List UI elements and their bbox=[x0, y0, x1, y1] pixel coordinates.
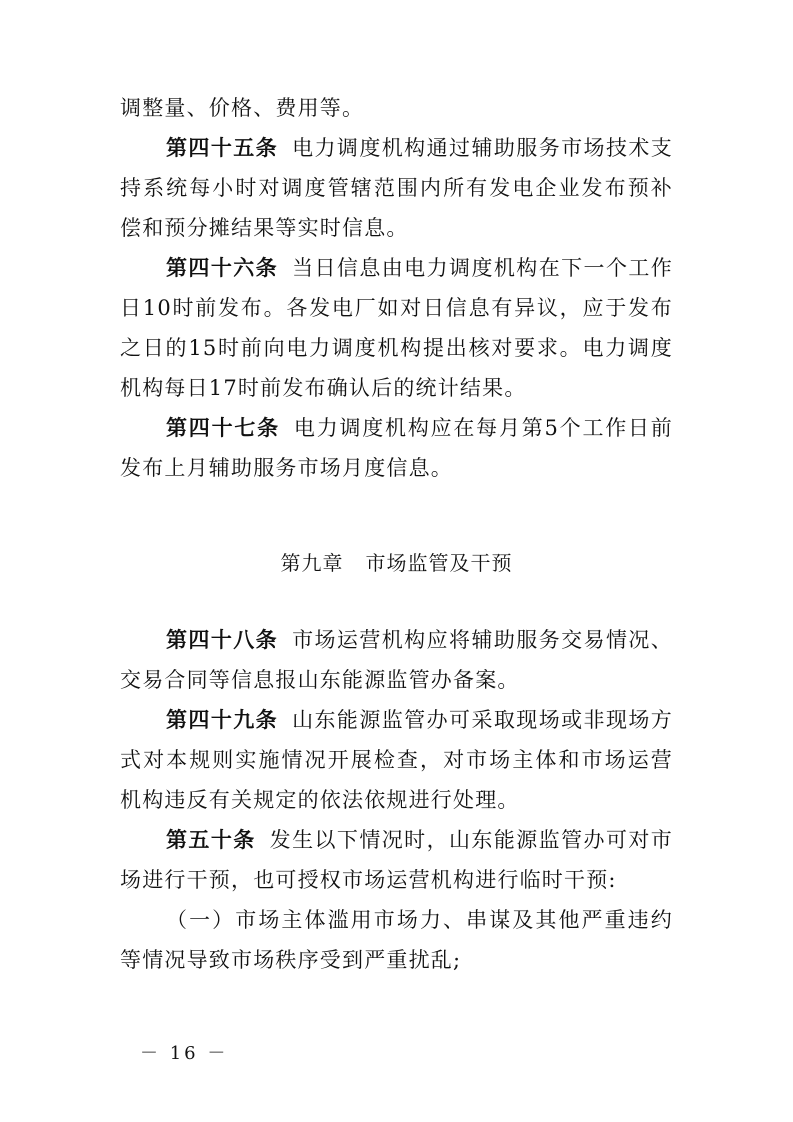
article-50 bbox=[120, 820, 673, 900]
chapter-number: 第九章 bbox=[280, 551, 344, 575]
body-text-top bbox=[120, 88, 673, 488]
article-48 bbox=[120, 620, 673, 700]
chapter-title: 市场监管及干预 bbox=[365, 551, 513, 575]
article-title: 第四十七条 bbox=[166, 415, 280, 440]
body-text-bottom bbox=[120, 620, 673, 980]
chapter-heading bbox=[120, 545, 673, 581]
article-title: 第五十条 bbox=[166, 827, 256, 852]
article-text: 市场运营机构应将辅助服务交易情况、交易合同等信息报山东能源监管办备案。 bbox=[120, 628, 673, 692]
page-number: － 16 － bbox=[140, 1043, 229, 1064]
article-46 bbox=[120, 248, 673, 408]
article-45 bbox=[120, 128, 673, 248]
list-item-1 bbox=[120, 900, 673, 980]
paragraph-text: 调整量、价格、费用等。 bbox=[120, 96, 365, 120]
article-text: 发生以下情况时，山东能源监管办可对市场进行干预，也可授权市场运营机构进行临时干预: bbox=[120, 828, 673, 892]
list-item-text: （一）市场主体滥用市场力、串谋及其他严重违约等情况导致市场秩序受到严重扰乱; bbox=[120, 908, 673, 972]
article-title: 第四十八条 bbox=[166, 627, 279, 652]
article-text: 电力调度机构通过辅助服务市场技术支持系统每小时对调度管辖范围内所有发电企业发布预补偿和预分摊结果等实时信息。 bbox=[120, 136, 673, 240]
article-title: 第四十五条 bbox=[166, 135, 279, 160]
article-text: 电力调度机构应在每月第5个工作日前发布上月辅助服务市场月度信息。 bbox=[120, 416, 674, 480]
paragraph-continuation bbox=[120, 88, 673, 128]
article-title: 第四十九条 bbox=[166, 707, 279, 732]
article-text: 山东能源监管办可采取现场或非现场方式对本规则实施情况开展检查，对市场主体和市场运营机构违反有关规定的依法依规进行处理。 bbox=[120, 708, 673, 812]
article-text: 当日信息由电力调度机构在下一个工作日10时前发布。各发电厂如对日信息有异议，应于发布之日的15时前向电力调度机构提出核对要求。电力调度机构每日17时前发布确认后的统计结果。 bbox=[120, 256, 673, 400]
article-49 bbox=[120, 700, 673, 820]
article-47 bbox=[120, 408, 673, 488]
article-title: 第四十六条 bbox=[166, 255, 279, 280]
